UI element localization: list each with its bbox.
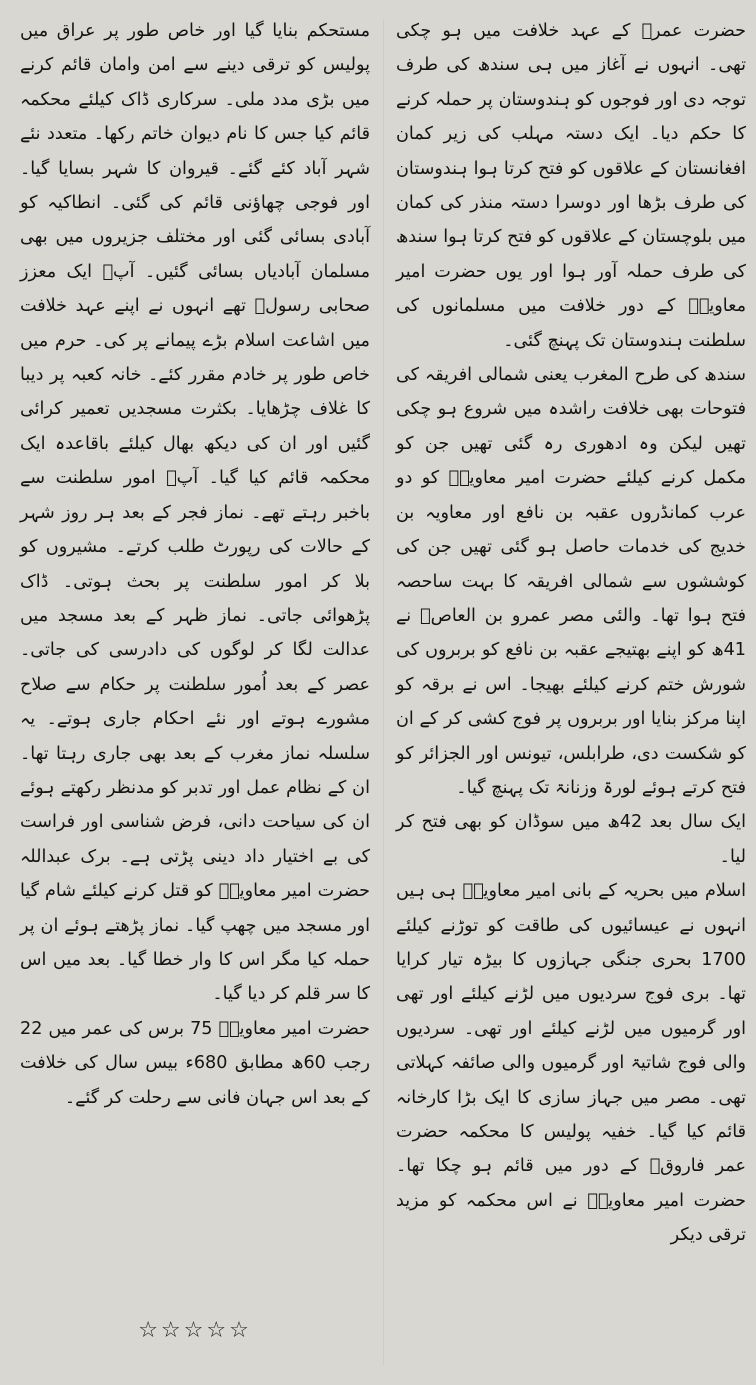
left-column [20, 14, 370, 1115]
paragraph: ایک سال بعد 42ھ میں سوڈان کو بھی فتح کر لیا۔ [396, 812, 746, 867]
paragraph: حضرت امیر معاویہؓ 75 برس کی عمر میں 22 رجب 60ھ مطابق 680ء بیس سال کی خلافت کے بعد اس جہان فانی سے رحلت کر گئے۔ [20, 1018, 370, 1108]
paragraph: اسلام میں بحریہ کے بانی امیر معاویہؓ ہی ہیں انہوں نے عیسائیوں کی طاقت کو توڑنے کیلئے 1700 بحری جنگی جہازوں کا بیڑہ تیار کرایا تھا۔ بری فوج سردیوں میں لڑنے کیلئے اور تھی اور گرمیوں میں لڑنے کیلئے اور تھی۔ سردیوں والی فوج شاتیۃ اور گرمیوں والی صائفہ کہلاتی تھی۔ مصر میں جہاز سازی کا ایک بڑا کارخانہ قائم کیا گیا۔ خفیہ پولیس کا محکمہ حضرت عمر فاروقؓ کے دور میں قائم ہو چکا تھا۔ حضرت امیر معاویہؓ نے اس محکمہ کو مزید ترقی دیکر [396, 881, 746, 1246]
paragraph: مستحکم بنایا گیا اور خاص طور پر عراق میں پولیس کو ترقی دینے سے امن وامان قائم کرنے میں بڑی مدد ملی۔ سرکاری ڈاک کیلئے محکمہ قائم کیا جس کا نام دیوان خاتم رکھا۔ متعدد نئے شہر آباد کئے گئے۔ قیروان کا شہر بسایا گیا۔ اور فوجی چھاؤنی قائم کی گئی۔ انطاکیہ کو آبادی بسائی گئی اور مختلف جزیروں میں بھی مسلمان آبادیاں بسائی گئیں۔ آپؓ ایک معزز صحابی رسولؐ تھے انہوں نے اپنے عہد خلافت میں اشاعت اسلام بڑے پیمانے پر کی۔ حرم میں خاص طور پر خادم مقرر کئے۔ خانہ کعبہ پر دیبا کا غلاف چڑھایا۔ بکثرت مسجدیں تعمیر کرائی گئیں اور ان کی دیکھ بھال کیلئے باقاعدہ ایک محکمہ قائم کیا گیا۔ آپؓ امور سلطنت سے باخبر رہتے تھے۔ نماز فجر کے بعد ہر روز شہر کے حالات کی رپورٹ طلب کرتے۔ مشیروں کو بلا کر امور سلطنت پر بحث ہوتی۔ ڈاک پڑھوائی جاتی۔ نماز ظہر کے بعد مسجد میں عدالت لگا کر لوگوں کی دادرسی کی جاتی۔ عصر کے بعد اُمور سلطنت پر حکام سے صلاح مشورے ہوتے اور نئے احکام جاری ہوتے۔ یہ سلسلہ نماز مغرب کے بعد بھی جاری رہتا تھا۔ ان کے نظام عمل اور تدبر کو مدنظر رکھتے ہوئے ان کی سیاحت دانی، فرض شناسی اور فراست کی بے اختیار داد دینی پڑتی ہے۔ برک عبداللہ حضرت امیر معاویہؓ کو قتل کرنے کیلئے شام گیا اور مسجد میں چھپ گیا۔ نماز پڑھتے ہوئے ان پر حملہ کیا مگر اس کا وار خطا گیا۔ بعد میں اس کا سر قلم کر دیا گیا۔ [20, 21, 370, 1005]
end-stars-ornament: ☆☆☆☆☆ [138, 1318, 252, 1343]
column-divider [383, 20, 384, 1365]
paragraph: سندھ کی طرح المغرب یعنی شمالی افریقہ کی فتوحات بھی خلافت راشدہ میں شروع ہو چکی تھیں لیکن وہ ادھوری رہ گئی تھیں جن کو مکمل کرنے کیلئے حضرت امیر معاویہؓ کو دو عرب کمانڈروں عقبہ بن نافع اور معاویہ بن خدیج کی خدمات حاصل ہو گئی تھیں جن کی کوششوں سے شمالی افریقہ کا بہت ساحصہ فتح ہوا تھا۔ والئی مصر عمرو بن العاصؓ نے 41ھ کو اپنے بھتیجے عقبہ بن نافع کو بربروں کی شورش ختم کرنے کیلئے بھیجا۔ اس نے برقہ کو اپنا مرکز بنایا اور بربروں پر فوج کشی کر کے ان کو شکست دی، طرابلس، تیونس اور الجزائر کو فتح کرتے ہوئے لورۃ وزنانۃ تک پہنچ گیا۔ [396, 365, 746, 798]
right-column [396, 14, 746, 1253]
paragraph: حضرت عمرؓ کے عہد خلافت میں ہو چکی تھی۔ انہوں نے آغاز میں ہی سندھ کی طرف توجہ دی اور فوجوں کو ہندوستان پر حملہ کرنے کا حکم دیا۔ ایک دستہ مہلب کی زیر کمان افغانستان کے علاقوں کو فتح کرتا ہوا ہندوستان کی طرف بڑھا اور دوسرا دستہ منذر کی کمان میں بلوچستان کے علاقوں کو فتح کرتا ہوا سندھ کی طرف حملہ آور ہوا اور یوں حضرت امیر معاویہؓ کے دور خلافت میں مسلمانوں کی سلطنت ہندوستان تک پہنچ گئی۔ [396, 21, 746, 351]
